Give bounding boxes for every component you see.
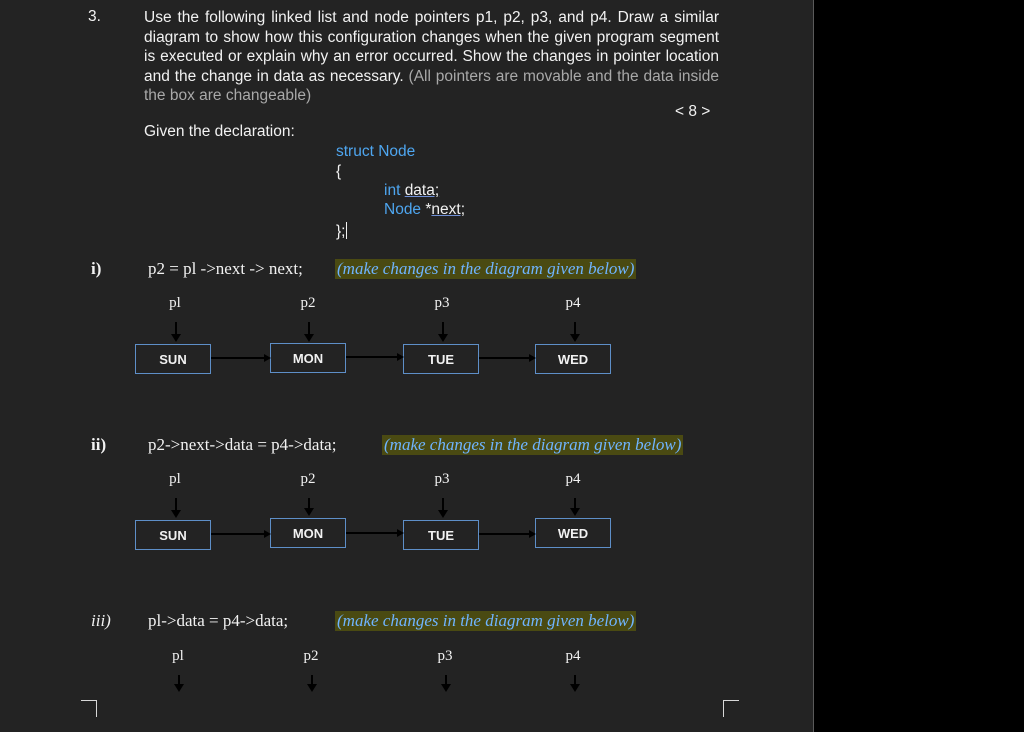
part-iii-pointer-arrows (179, 675, 575, 688)
part-ii-node-1: SUN (135, 520, 211, 550)
part-iii-pointer-p2: p2 (303, 648, 319, 664)
part-ii-statement: p2->next->data = p4->data; (148, 435, 337, 454)
part-ii-note: (make changes in the diagram given below) (384, 435, 682, 454)
part-i-link-arrows (211, 357, 531, 358)
code-type-int: int (384, 182, 401, 199)
code-star: * (425, 201, 432, 218)
part-ii-pointer-p4: p4 (565, 471, 581, 487)
part-i-label: i) (91, 259, 102, 278)
part-ii-pointer-p3: p3 (434, 471, 450, 487)
code-line-open-brace: { (336, 163, 342, 180)
part-i-node-1: SUN (135, 344, 211, 374)
part-i-pointer-arrows (176, 322, 575, 338)
page-corner-mark-left (81, 700, 97, 717)
part-i-pointer-p4: p4 (565, 295, 581, 311)
part-i-node-3: TUE (403, 344, 479, 374)
part-i-note: (make changes in the diagram given below) (337, 259, 635, 278)
part-i-pointer-p3: p3 (434, 295, 450, 311)
part-i-pointer-p1: pl (169, 295, 181, 311)
part-iii-note: (make changes in the diagram given below) (337, 611, 635, 630)
code-field-data: data; (404, 182, 440, 199)
part-i-pointer-p2: p2 (300, 295, 316, 311)
part-ii-node-4: WED (535, 518, 611, 548)
part-ii-node-3: TUE (403, 520, 479, 550)
code-line-struct: struct Node (336, 143, 416, 160)
code-field-next: next; (431, 201, 466, 218)
question-number: 3. (88, 8, 101, 25)
part-ii-link-arrows (211, 533, 531, 534)
part-ii-pointer-arrows (176, 498, 575, 514)
instruction-note: (All pointers are movable and the data inside the box are changeable) (144, 67, 719, 105)
page-corner-mark-right (723, 700, 739, 717)
marks-label: < 8 > (675, 103, 711, 120)
given-label: Given the declaration: (144, 123, 295, 140)
code-close-brace: }; (336, 223, 346, 240)
part-iii-label: iii) (91, 611, 111, 630)
part-i-pointer-heads (171, 334, 580, 342)
code-type-node: Node (384, 201, 422, 218)
part-i-statement: p2 = pl ->next -> next; (148, 259, 303, 278)
instruction-main: Use the following linked list and node pointers p1, p2, p3, and p4. Draw a similar diagram to show how this configuration changes when the given program segment is executed or explain why an error occurred. Show the changes in pointer location and the change in data as necessary. (144, 9, 719, 85)
part-ii-pointer-p2: p2 (300, 471, 316, 487)
part-ii-node-2: MON (270, 518, 346, 548)
part-iii-pointer-p4: p4 (565, 648, 581, 664)
part-ii-pointer-p1: pl (169, 471, 181, 487)
part-iii-pointer-p3: p3 (437, 648, 453, 664)
part-iii-pointer-p1: pl (172, 648, 184, 664)
part-i-node-2: MON (270, 343, 346, 373)
part-i-node-4: WED (535, 344, 611, 374)
part-iii-statement: pl->data = p4->data; (148, 611, 289, 630)
part-ii-label: ii) (91, 435, 107, 454)
